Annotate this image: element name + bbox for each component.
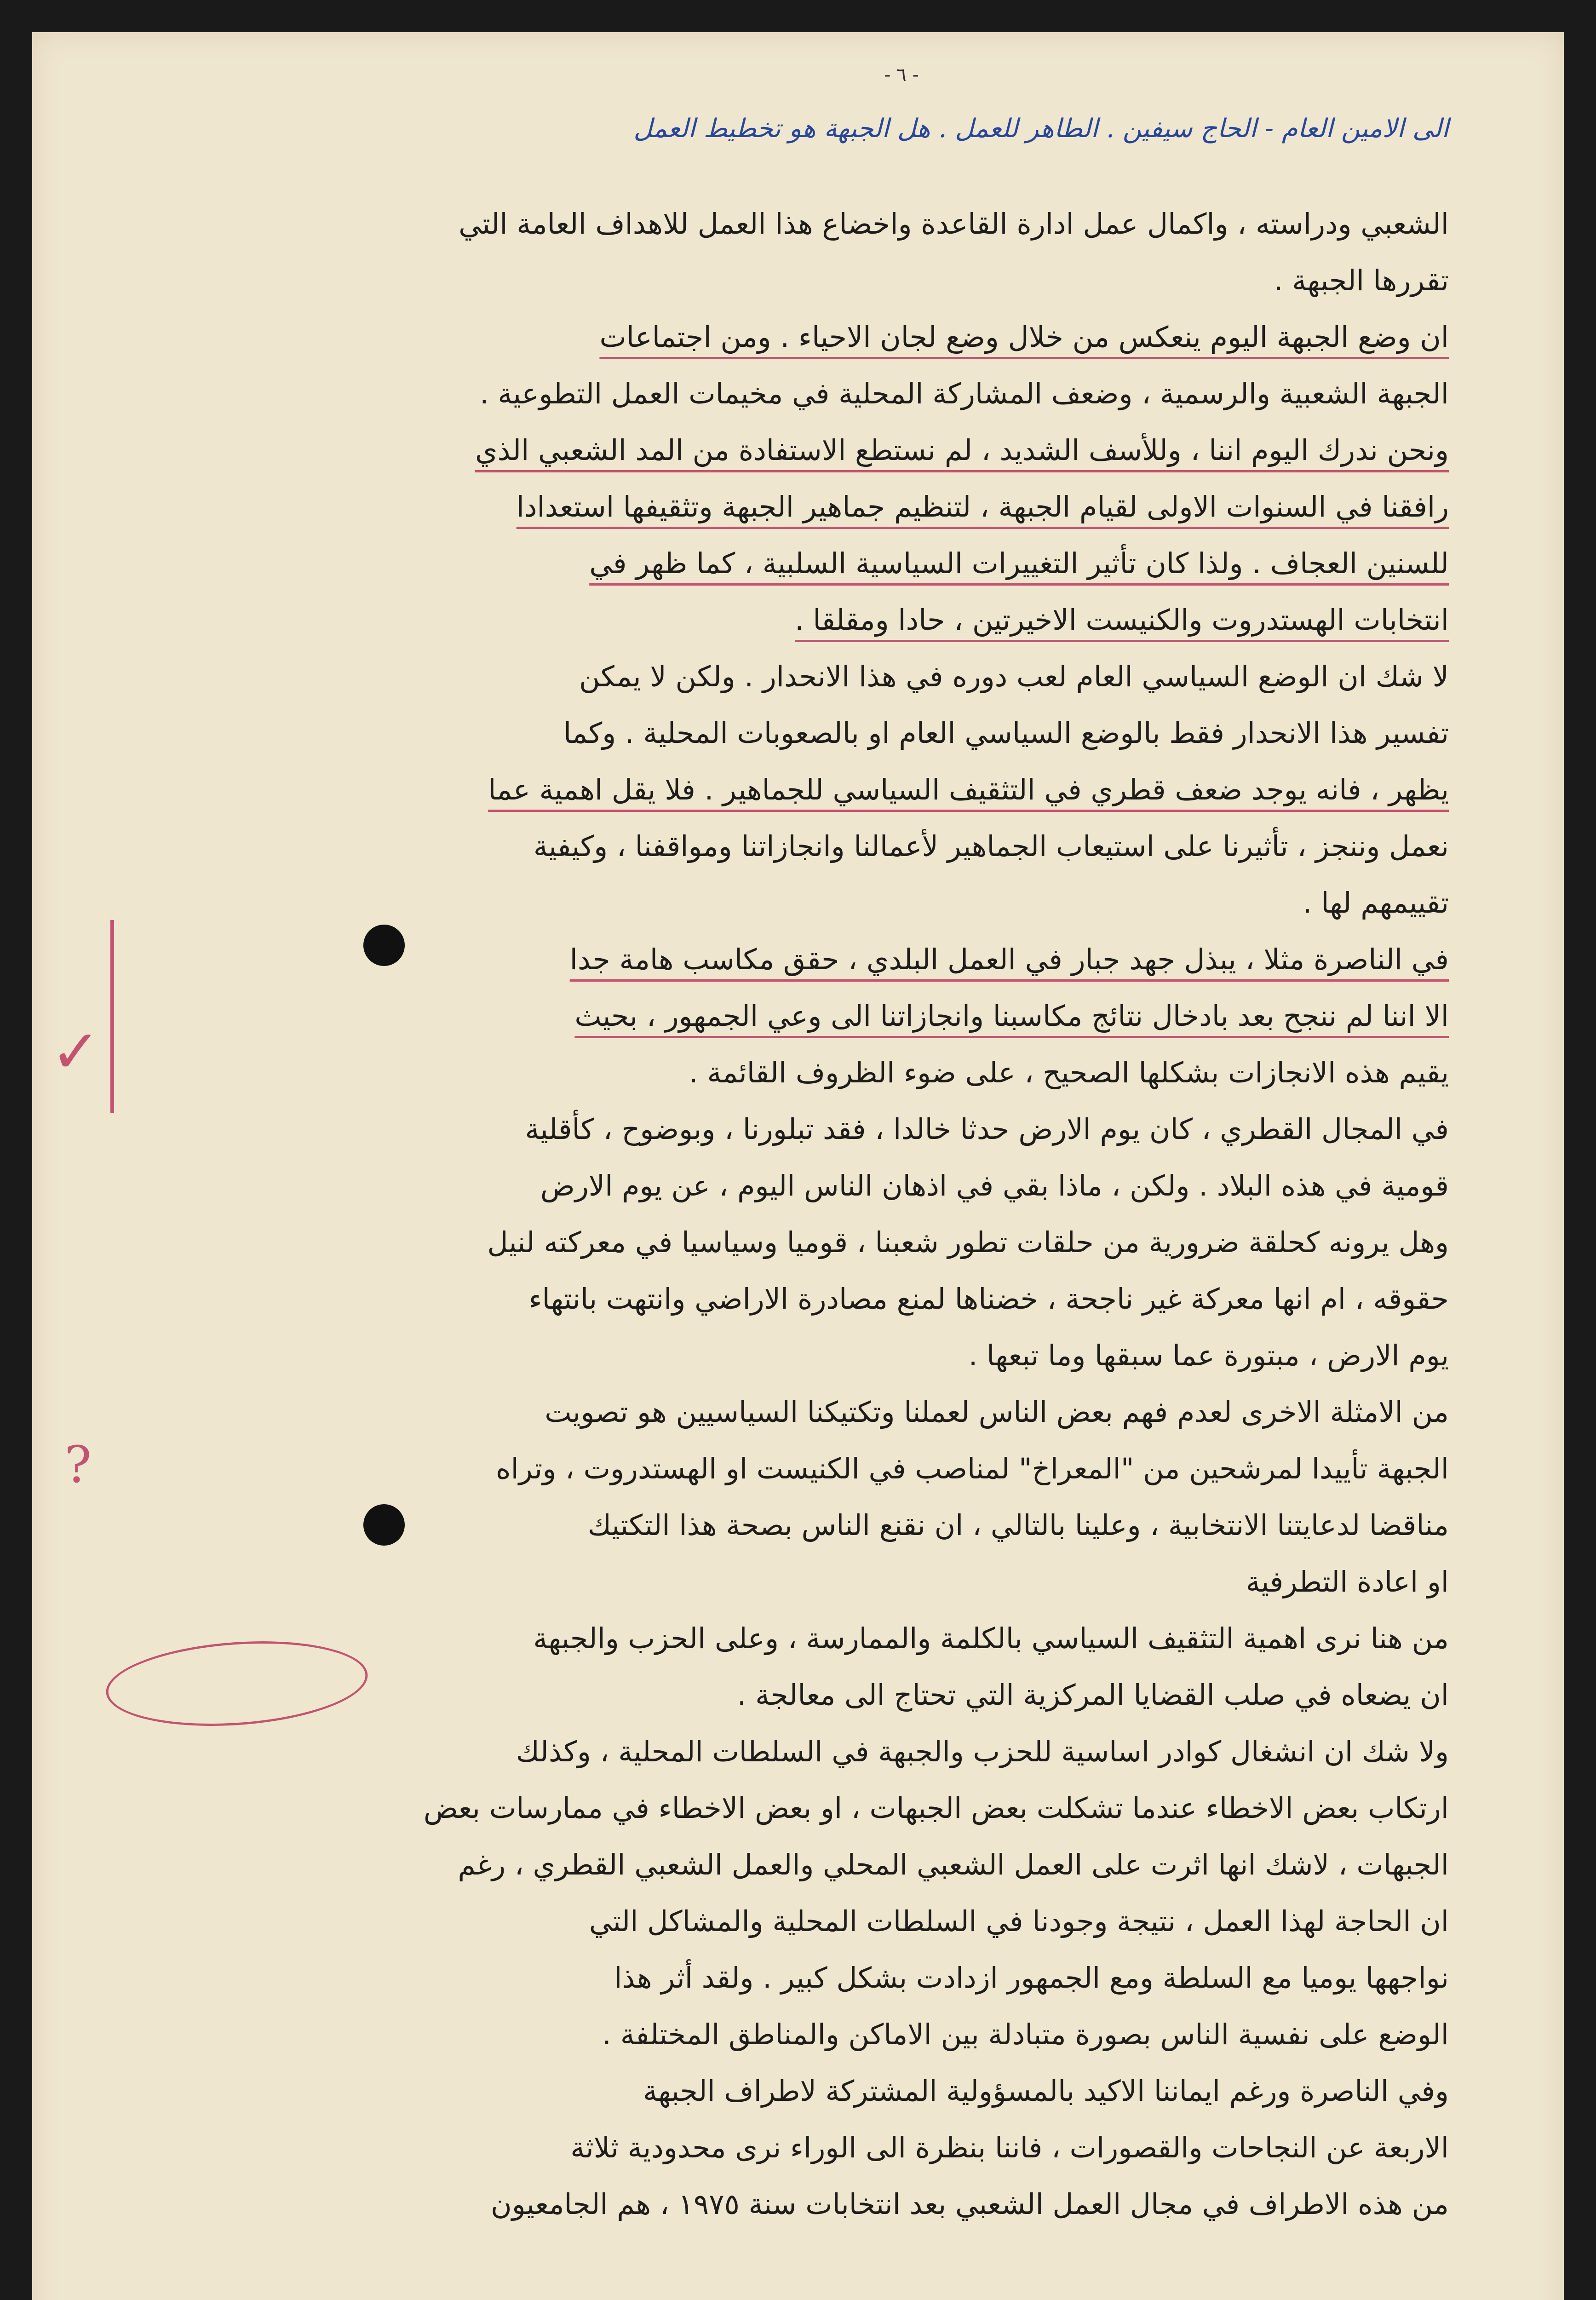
text-line: تقييمهم لها .	[1303, 886, 1449, 920]
text-line: ان يضعاه في صلب القضايا المركزية التي تحتاج الى معالجة .	[737, 1678, 1449, 1712]
text-line: او اعادة التطرفية	[1246, 1565, 1449, 1598]
document-page	[32, 32, 1564, 2300]
text-line: تفسير هذا الانحدار فقط بالوضع السياسي العام او بالصعوبات المحلية . وكما	[563, 716, 1449, 750]
text-line: يظهر ، فانه يوجد ضعف قطري في التثقيف السياسي للجماهير . فلا يقل اهمية عما	[488, 773, 1449, 806]
text-line: الشعبي ودراسته ، واكمال عمل ادارة القاعدة واخضاع هذا العمل للاهداف العامة التي	[459, 207, 1449, 241]
text-line: وهل يرونه كحلقة ضرورية من حلقات تطور شعبنا ، قوميا وسياسيا في معركته لنيل	[487, 1225, 1449, 1259]
text-line: ان الحاجة لهذا العمل ، نتيجة وجودنا في السلطات المحلية والمشاكل التي	[589, 1904, 1449, 1938]
text-line: يوم الارض ، مبتورة عما سبقها وما تبعها .	[968, 1339, 1449, 1372]
text-line: من هنا نرى اهمية التثقيف السياسي بالكلمة والممارسة ، وعلى الحزب والجبهة	[533, 1622, 1449, 1655]
handwritten-note: الى الامين العام - الحاج سيفين . الطاهر للعمل . هل الجبهة هو تخطيط العمل	[633, 114, 1449, 144]
page-number-mark: - ٦ -	[884, 64, 919, 86]
text-line: للسنين العجاف . ولذا كان تأثير التغييرات السياسية السلبية ، كما ظهر في	[589, 546, 1449, 580]
text-line: يقيم هذه الانجازات بشكلها الصحيح ، على ضوء الظروف القائمة .	[689, 1056, 1449, 1089]
text-line: وفي الناصرة ورغم ايماننا الاكيد بالمسؤولية المشتركة لاطراف الجبهة	[643, 2074, 1449, 2108]
text-line: ارتكاب بعض الاخطاء عندما تشكلت بعض الجبهات ، او بعض الاخطاء في ممارسات بعض	[423, 1791, 1449, 1825]
typed-body-text	[207, 196, 1449, 2232]
margin-question-mark: ?	[64, 1435, 92, 1494]
text-line: الجبهات ، لاشك انها اثرت على العمل الشعبي المحلي والعمل الشعبي القطري ، رغم	[458, 1848, 1449, 1881]
margin-bullet-dot	[363, 925, 405, 966]
text-line: تقررها الجبهة .	[1274, 264, 1449, 297]
text-line: انتخابات الهستدروت والكنيست الاخيرتين ، حادا ومقلقا .	[794, 603, 1449, 637]
text-line: من هذه الاطراف في مجال العمل الشعبي بعد انتخابات سنة ١٩٧٥ ، هم الجامعيون	[491, 2187, 1449, 2221]
text-line: ان وضع الجبهة اليوم ينعكس من خلال وضع لجان الاحياء . ومن اجتماعات	[599, 320, 1449, 354]
margin-red-bar	[110, 920, 114, 1113]
text-line: رافقنا في السنوات الاولى لقيام الجبهة ، لتنظيم جماهير الجبهة وتثقيفها استعدادا	[516, 490, 1449, 523]
text-line: نعمل وننجز ، تأثيرنا على استيعاب الجماهير لأعمالنا وانجازاتنا ومواقفنا ، وكيفية	[533, 829, 1449, 863]
text-line: لا شك ان الوضع السياسي العام لعب دوره في هذا الانحدار . ولكن لا يمكن	[579, 660, 1449, 693]
text-line: من الامثلة الاخرى لعدم فهم بعض الناس لعملنا وتكتيكنا السياسيين هو تصويت	[545, 1395, 1449, 1429]
margin-bullet-dot	[363, 1504, 405, 1546]
text-line: نواجهها يوميا مع السلطة ومع الجمهور ازدادت بشكل كبير . ولقد أثر هذا	[614, 1961, 1449, 1995]
text-line: في المجال القطري ، كان يوم الارض حدثا خالدا ، فقد تبلورنا ، وبوضوح ، كأقلية	[525, 1112, 1449, 1146]
text-line: الاربعة عن النجاحات والقصورات ، فاننا بنظرة الى الوراء نرى محدودية ثلاثة	[570, 2131, 1449, 2164]
text-line: الجبهة تأييدا لمرشحين من "المعراخ" لمناصب في الكنيست او الهستدروت ، وتراه	[496, 1452, 1449, 1485]
text-line: الا اننا لم ننجح بعد بادخال نتائج مكاسبنا وانجازاتنا الى وعي الجمهور ، بحيث	[574, 999, 1449, 1033]
text-line: حقوقه ، ام انها معركة غير ناجحة ، خضناها لمنع مصادرة الاراضي وانتهت بانتهاء	[528, 1282, 1449, 1316]
text-line: مناقضا لدعايتنا الانتخابية ، وعلينا بالتالي ، ان نقنع الناس بصحة هذا التكتيك	[587, 1508, 1449, 1542]
text-line: قومية في هذه البلاد . ولكن ، ماذا بقي في اذهان الناس اليوم ، عن يوم الارض	[540, 1169, 1449, 1202]
text-line: الجبهة الشعبية والرسمية ، وضعف المشاركة المحلية في مخيمات العمل التطوعية .	[479, 377, 1449, 410]
text-line: ولا شك ان انشغال كوادر اساسية للحزب والجبهة في السلطات المحلية ، وكذلك	[516, 1735, 1449, 1768]
margin-check-mark: ✓	[51, 1017, 101, 1087]
text-line: الوضع على نفسية الناس بصورة متبادلة بين الاماكن والمناطق المختلفة .	[602, 2018, 1449, 2051]
text-line: ونحن ندرك اليوم اننا ، وللأسف الشديد ، لم نستطع الاستفادة من المد الشعبي الذي	[475, 433, 1449, 467]
text-line: في الناصرة مثلا ، يبذل جهد جبار في العمل البلدي ، حقق مكاسب هامة جدا	[569, 943, 1449, 976]
